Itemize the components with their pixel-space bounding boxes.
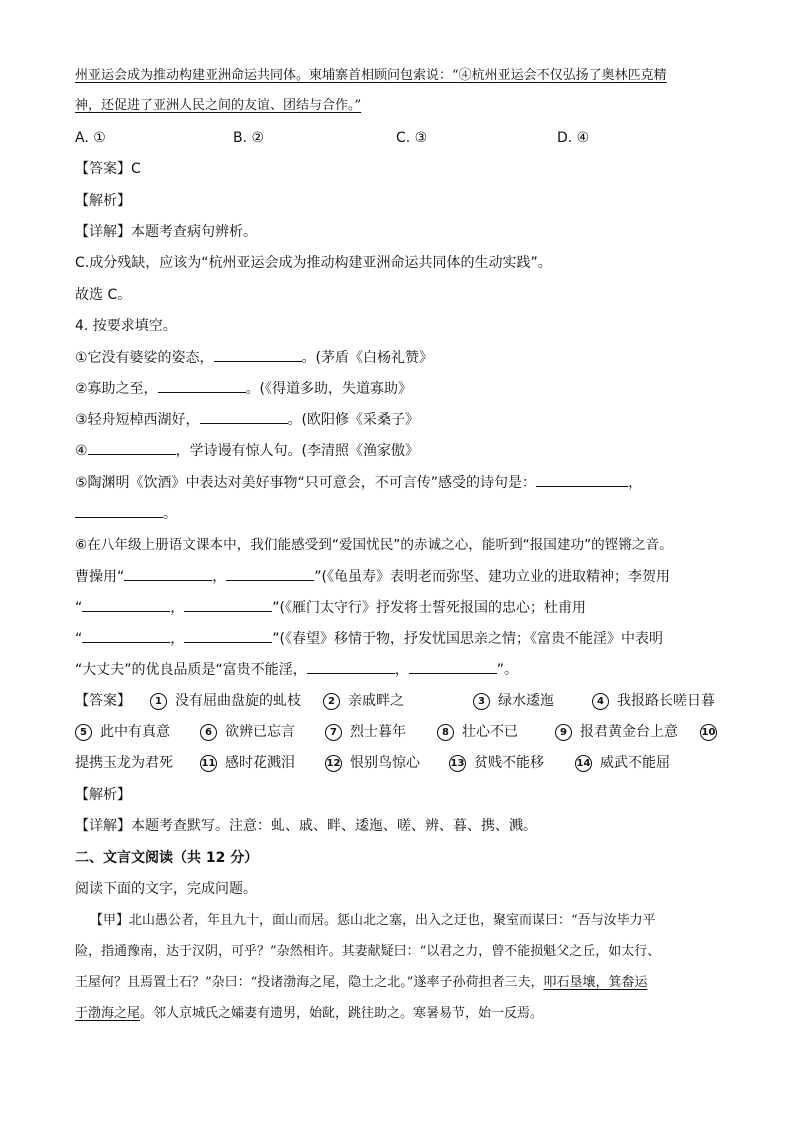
q4-item-1 <box>75 347 725 368</box>
fill-blank[interactable] <box>307 659 395 674</box>
q4-text: ”(《龟虽寿》表明老而弥坚、建功立业的进取精神；李贺用 <box>314 569 670 585</box>
q4-item-5 <box>75 472 725 493</box>
answer-item <box>449 753 544 773</box>
q3-answer <box>75 159 725 179</box>
answer-text: 壮心不已 <box>462 724 518 740</box>
answer-text: 此中有真意 <box>100 724 170 740</box>
answer-item <box>75 722 170 742</box>
q4-text: ”(《雁门太守行》抒发将士誓死报国的忠心；杜甫用 <box>272 600 586 616</box>
q4-title: 4. 按要求填空。 <box>75 318 177 334</box>
q4-text: ， <box>628 475 643 491</box>
q4-text: ②寡助之至， <box>75 381 158 397</box>
answer-text: 烈士暮年 <box>350 724 406 740</box>
passage-line4 <box>75 1004 725 1024</box>
answer-item <box>700 722 725 742</box>
fill-blank[interactable] <box>82 597 170 612</box>
option-c: C. ③ <box>396 130 428 146</box>
answer-text: 亲戚畔之 <box>348 693 404 709</box>
fill-blank[interactable] <box>82 628 170 643</box>
q4-item-6-line2 <box>75 566 725 587</box>
fill-blank[interactable] <box>184 628 272 643</box>
q4-item-6: ⑥在八年级上册语文课本中，我们能感受到“爱国忧民”的赤诚之心，能听到“报国建功”的铿锵之音。 <box>75 537 673 553</box>
answer-number: 1 <box>150 693 167 710</box>
fill-blank[interactable] <box>158 378 246 393</box>
option-d: D. ④ <box>557 130 590 146</box>
q4-text: ”。 <box>496 662 519 678</box>
answer-number: 14 <box>575 755 592 772</box>
answer-text: 提携玉龙为君死 <box>75 755 173 771</box>
q4-text: ，学诗谩有惊人句。(李清照《渔家傲》 <box>175 443 420 459</box>
q4-text: ④ <box>75 443 88 459</box>
q4-item-4 <box>75 440 725 461</box>
fill-blank[interactable] <box>75 503 163 518</box>
answer-item <box>150 691 301 711</box>
answer-text: 威武不能屈 <box>600 755 670 771</box>
answer-number: 12 <box>325 755 342 772</box>
fill-blank[interactable] <box>214 347 302 362</box>
q4-text: 。(茅盾《白杨礼赞》 <box>301 350 434 366</box>
section2-intro: 阅读下面的文字，完成问题。 <box>75 881 257 897</box>
q4-text: ⑤陶渊明《饮酒》中表达对美好事物“只可意会，不可言传”感受的诗句是： <box>75 475 537 491</box>
answer-number: 4 <box>592 693 609 710</box>
answer-text: 贫贱不能移 <box>474 755 544 771</box>
q4-item-6-line5 <box>75 659 725 680</box>
answer-item <box>592 691 715 711</box>
q4-item-6-line3 <box>75 597 725 618</box>
answer-number: 3 <box>473 693 490 710</box>
q3-sentence-part: 神，还促进了亚洲人民之间的友谊、团结与合作。” <box>75 98 362 113</box>
q4-text: 曹操用“ <box>75 569 125 585</box>
fill-blank[interactable] <box>200 409 288 424</box>
answer-number: 6 <box>200 724 217 741</box>
answer-text: 恨别鸟惊心 <box>350 755 420 771</box>
option-a: A. ① <box>75 130 106 146</box>
passage-line2: 险，指通豫南，达于汉阴，可乎？”杂然相许。其妻献疑曰：“以君之力，曾不能损魁父之丘，如太行、 <box>75 944 661 959</box>
fill-blank[interactable] <box>226 566 314 581</box>
answer-number: 9 <box>555 724 572 741</box>
q3-choose: 故选 C。 <box>75 287 132 303</box>
answer-item <box>473 691 554 711</box>
answer-text: 我报路长嗟日暮 <box>617 693 715 709</box>
fill-blank[interactable] <box>124 566 212 581</box>
q4-text: ③轻舟短棹西湖好， <box>75 412 200 428</box>
answer-number: 2 <box>323 693 340 710</box>
answer-text: 感时花溅泪 <box>225 755 295 771</box>
q3-sentence-line2 <box>75 96 725 116</box>
q4-analysis-label: 【解析】 <box>75 787 131 803</box>
answer-value: C <box>131 161 141 177</box>
passage-line1: 【甲】北山愚公者，年且九十，面山而居。惩山北之塞，出入之迂也，聚室而谋曰：“吾与汝毕力平 <box>90 913 656 928</box>
q4-text: 。 <box>163 506 177 522</box>
answer-text: 没有屈曲盘旋的虬枝 <box>175 693 301 709</box>
section2-title: 二、文言文阅读（共 12 分） <box>75 850 259 866</box>
q3-analysis-label: 【解析】 <box>75 193 131 209</box>
fill-blank[interactable] <box>409 659 497 674</box>
q4-text: 。(欧阳修《采桑子》 <box>287 412 420 428</box>
fill-blank[interactable] <box>88 440 176 455</box>
answer-item <box>437 722 518 742</box>
answer-item <box>575 753 670 773</box>
q4-detail: 【详解】本题考查默写。注意：虬、戚、畔、逶迤、嗟、辨、暮、携、溅。 <box>75 818 537 834</box>
answer-number: 13 <box>449 755 466 772</box>
q4-text: ， <box>170 631 185 647</box>
q4-item-2 <box>75 378 725 399</box>
q4-item-6-line4 <box>75 628 725 649</box>
answer-item <box>325 722 406 742</box>
option-b: B. ② <box>233 130 265 146</box>
q3-sentence-part-4: ④杭州亚运会不仅弘扬了奥林匹克精 <box>458 68 667 83</box>
q4-text: “ <box>75 600 83 616</box>
answer-number: 7 <box>325 724 342 741</box>
answer-item <box>200 722 295 742</box>
answer-item <box>555 722 678 742</box>
q4-text: “ <box>75 631 83 647</box>
q3-explain: C.成分残缺，应该为“杭州亚运会成为推动构建亚洲命运共同体的生动实践”。 <box>75 255 552 271</box>
answer-number: 8 <box>437 724 454 741</box>
q4-text: ， <box>394 662 409 678</box>
passage-underlined: 于渤海之尾 <box>75 1006 141 1021</box>
answer-number: 10 <box>700 724 717 741</box>
fill-blank[interactable] <box>184 597 272 612</box>
q3-sentence-line1 <box>75 66 725 86</box>
fill-blank[interactable] <box>536 472 628 487</box>
passage-underlined: 叩石垦壤，箕畚运 <box>543 975 648 990</box>
answer-item <box>200 753 295 773</box>
q4-text: “大丈夫”的优良品质是“富贵不能淫， <box>75 662 307 678</box>
answer-text: 绿水逶迤 <box>498 693 554 709</box>
answer-text: 欲辨已忘言 <box>225 724 295 740</box>
answer-number: 11 <box>200 755 217 772</box>
answer-item <box>325 753 420 773</box>
q3-detail: 【详解】本题考查病句辨析。 <box>75 224 257 240</box>
answer-text: 报君黄金台上意 <box>580 724 678 740</box>
answer-label: 【答案】 <box>75 161 131 177</box>
q4-text: ①它没有婆娑的姿态， <box>75 350 214 366</box>
passage-line3 <box>75 973 725 993</box>
q4-answer-label: 【答案】 <box>75 693 131 709</box>
q4-item-5-cont <box>75 503 725 524</box>
q4-item-3 <box>75 409 725 430</box>
answer-number: 5 <box>75 724 92 741</box>
passage-text: 王屋何？且焉置土石？”杂曰：“投诸渤海之尾，隐土之北。”遂率子孙荷担者三夫， <box>75 975 544 990</box>
q3-sentence-part: 州亚运会成为推动构建亚洲命运共同体。柬埔寨首相顾问包索说：“ <box>75 68 459 83</box>
answer-item <box>323 691 404 711</box>
q4-text: ， <box>170 600 185 616</box>
q4-text: 。(《得道多助，失道寡助》 <box>245 381 413 397</box>
q4-text: ”(《春望》移情于物，抒发忧国思亲之情；《富贵不能淫》中表明 <box>272 631 663 647</box>
passage-text: 。邻人京城氏之孀妻有遗男，始龀，跳往助之。寒暑易节，始一反焉。 <box>140 1006 544 1021</box>
q4-text: ， <box>212 569 227 585</box>
